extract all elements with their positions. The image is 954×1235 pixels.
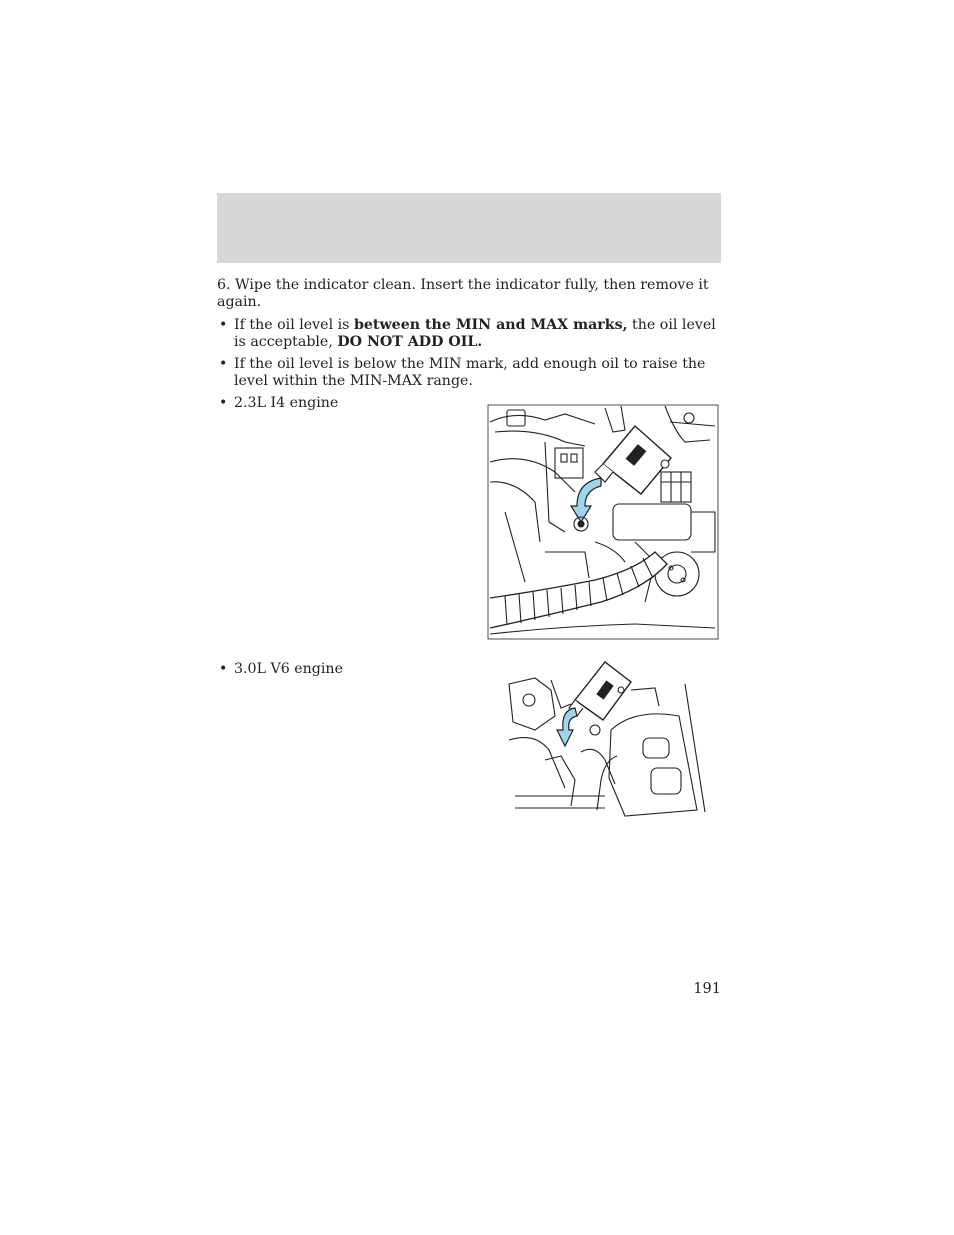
- bold-do-not-add: DO NOT ADD OIL.: [337, 333, 483, 350]
- engine-30-illustration: [505, 660, 715, 818]
- intake-tube-icon: [490, 552, 667, 628]
- bullet-text: If the oil level is between the MIN and MAX marks, the oil level is acceptable, DO NOT ADD OIL.: [234, 317, 716, 350]
- page-number: 191: [693, 981, 721, 997]
- bullet-dot: •: [219, 356, 228, 372]
- bold-min-max: between the MIN and MAX marks,: [353, 317, 628, 333]
- section-header-band: [217, 193, 721, 263]
- bullet-text: 3.0L V6 engine: [234, 661, 343, 677]
- oil-bottle-icon: [569, 662, 631, 720]
- bullet-oil-acceptable: [217, 317, 722, 350]
- bullet-text: 2.3L I4 engine: [234, 395, 339, 411]
- bullet-text: If the oil level is below the MIN mark, add enough oil to raise the level within the MIN-MAX range.: [234, 356, 706, 389]
- oil-bottle-icon: [595, 426, 671, 494]
- bullet-dot: •: [219, 395, 228, 411]
- bullet-oil-low: [217, 356, 722, 389]
- pour-arrow-icon: [557, 708, 577, 746]
- engine-23-illustration: [485, 402, 721, 642]
- pour-arrow-icon: [571, 478, 601, 522]
- step-6-text: 6. Wipe the indicator clean. Insert the indicator fully, then remove it again.: [217, 277, 709, 310]
- bullet-dot: •: [219, 317, 228, 333]
- bullet-dot: •: [219, 661, 228, 677]
